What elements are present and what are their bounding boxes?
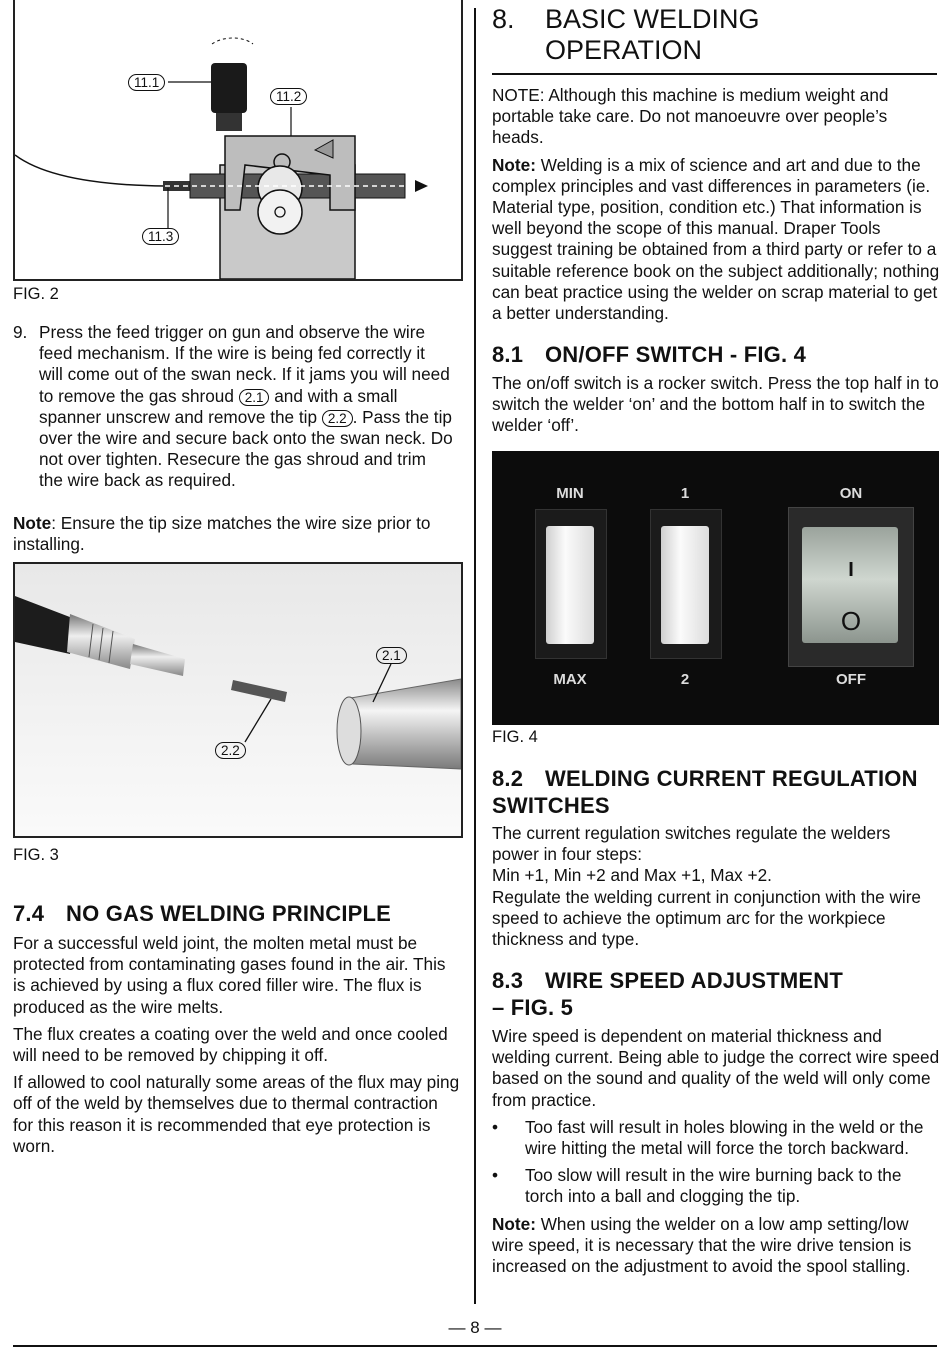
section-title-line1: WELDING CURRENT REGULATION xyxy=(545,766,918,791)
bullet-item xyxy=(492,1165,940,1207)
callout-2-2: 2.2 xyxy=(215,742,246,759)
section-8-2-body xyxy=(492,823,940,950)
step-9-text-a: Press the feed trigger on gun and observe the wire feed mechanism. If the wire is being fed correctly it will come out of the swan neck. If it jams you will need to remove the gas shroud xyxy=(39,322,450,406)
switch-top-label: MIN xyxy=(556,485,584,502)
callout-11-1: 11.1 xyxy=(128,74,165,91)
bullet-text: Too slow will result in the wire burning back to the torch into a ball and clogging the tip. xyxy=(525,1165,902,1207)
step-9-text-b: and with a small spanner unscrew and remove the tip xyxy=(39,385,398,427)
on-symbol: I xyxy=(848,559,854,581)
fig2-illustration xyxy=(13,0,463,281)
rocker xyxy=(546,526,594,644)
paragraph: For a successful weld joint, the molten metal must be protected from contaminating gases found in the air. This is achieved by using a flux cored filler wire. The flux is produced as the wire melts. xyxy=(13,933,446,1017)
step-9-text-c: . Pass the tip over the wire and secure back onto the swan neck. Do not over tighten. Resecure the gas shroud and trim the wire back as required. xyxy=(39,406,453,491)
callout-2-1: 2.1 xyxy=(376,647,407,664)
torch-tip-shroud-photo xyxy=(15,564,461,836)
column-divider xyxy=(474,8,476,1304)
paragraph: Wire speed is dependent on material thickness and welding current. Being able to judge the correct wire speed based on the sound and quality of the weld will only come from practice. xyxy=(492,1026,940,1110)
wire-feed-mechanism-drawing xyxy=(15,0,461,279)
switch-1-2 xyxy=(650,451,720,725)
section-number: 8.3 xyxy=(492,968,524,993)
callout-ref-2-2: 2.2 xyxy=(322,410,353,427)
section-title-line2: – FIG. 5 xyxy=(492,995,574,1020)
section-title-line2: OPERATION xyxy=(545,35,703,65)
note-label: Note xyxy=(13,513,52,533)
section-number: 8. xyxy=(492,4,515,34)
step-number: 9. xyxy=(13,322,28,342)
switch-top-label: 1 xyxy=(680,485,690,502)
switch-bottom-label: MAX xyxy=(553,671,587,688)
paragraph: The current regulation switches regulate the welders power in four steps: xyxy=(492,823,891,865)
paragraph: Regulate the welding current in conjunction with the wire speed to achieve the optimum arc for the workpiece thickness and type. xyxy=(492,886,921,950)
section-8-note: NOTE: Although this machine is medium weight and portable take care. Do not manoeuvre over people’s heads. xyxy=(492,85,889,148)
section-8-3-heading xyxy=(492,967,937,1021)
section-8-body xyxy=(492,85,940,324)
switch-top-label: ON xyxy=(839,485,863,502)
section-title-line1: BASIC WELDING xyxy=(545,4,760,34)
section-7-4-heading xyxy=(13,900,459,927)
section-number: 7.4 xyxy=(13,901,45,926)
section-title: NO GAS WELDING PRINCIPLE xyxy=(66,901,392,926)
section-number: 8.2 xyxy=(492,766,524,791)
section-8-3-body xyxy=(492,1026,940,1277)
section-title-line2: SWITCHES xyxy=(492,793,610,818)
section-8-1-text: The on/off switch is a rocker switch. Press the top half in to switch the welder ‘on’ and the bottom half in to switch the welder ‘off’. xyxy=(492,373,939,436)
step-9 xyxy=(13,322,453,492)
note-text: Welding is a mix of science and art and due to the complex principles and vast differences in parameters (ie. Material type, position, condition etc.) That information is well beyond the scope of this manual. Draper Tools suggest training be obtained from a third party or refer to a suitable reference book on the subject additionally; nothing can beat practice using the welder on scrap material to get a better understanding. xyxy=(492,154,940,324)
fig2-caption: FIG. 2 xyxy=(13,285,59,303)
tip-size-note xyxy=(13,513,459,555)
callout-11-2: 11.2 xyxy=(270,88,307,105)
bullet-symbol: • xyxy=(492,1116,499,1137)
section-8-1-heading xyxy=(492,341,937,368)
page-number: — 8 — xyxy=(448,1318,502,1337)
rocker xyxy=(661,526,709,644)
bullet-symbol: • xyxy=(492,1165,499,1186)
note-label: Note: xyxy=(492,154,536,175)
off-symbol: O xyxy=(840,606,862,636)
section-8-2-heading xyxy=(492,765,942,819)
note-text: When using the welder on a low amp setting/low wire speed, it is necessary that the wire drive tension is increased on the adjustment to avoid the spool stalling. xyxy=(492,1213,912,1277)
bullet-text: Too fast will result in holes blowing in the weld or the wire hitting the metal will force the torch backward. xyxy=(525,1116,924,1159)
switch-bottom-label: OFF xyxy=(836,671,866,688)
heading-rule xyxy=(492,73,937,75)
fig3-caption: FIG. 3 xyxy=(13,846,59,864)
section-8-3-note xyxy=(492,1214,940,1278)
section-7-4-body xyxy=(13,933,461,1157)
callout-11-3: 11.3 xyxy=(142,228,179,245)
note-text: : Ensure the tip size matches the wire size prior to installing. xyxy=(13,513,431,555)
switch-bottom-label: 2 xyxy=(680,671,690,688)
bullet-item xyxy=(492,1117,940,1159)
paragraph: The flux creates a coating over the weld and once cooled will need to be removed by chipping it off. xyxy=(13,1023,448,1066)
section-8-heading xyxy=(492,4,937,66)
fig3-photo xyxy=(13,562,463,838)
fig4-switch-panel-photo xyxy=(492,451,939,725)
note-label: Note: xyxy=(492,1213,536,1234)
section-number: 8.1 xyxy=(492,342,524,367)
paragraph: Min +1, Min +2 and Max +1, Max +2. xyxy=(492,865,772,886)
section-title: ON/OFF SWITCH - FIG. 4 xyxy=(545,342,807,367)
paragraph: If allowed to cool naturally some areas of the flux may ping off of the weld by themselves due to thermal contraction for this reason it is recommended that eye protection is worn. xyxy=(13,1072,460,1156)
switch-min-max xyxy=(535,451,605,725)
callout-ref-2-1: 2.1 xyxy=(239,389,270,406)
footer-rule xyxy=(13,1345,937,1347)
fig4-caption: FIG. 4 xyxy=(492,728,538,746)
section-title-line1: WIRE SPEED ADJUSTMENT xyxy=(545,968,843,993)
step-9-text xyxy=(39,322,453,492)
switch-on-off xyxy=(788,451,914,725)
section-8-note-2 xyxy=(492,155,940,325)
